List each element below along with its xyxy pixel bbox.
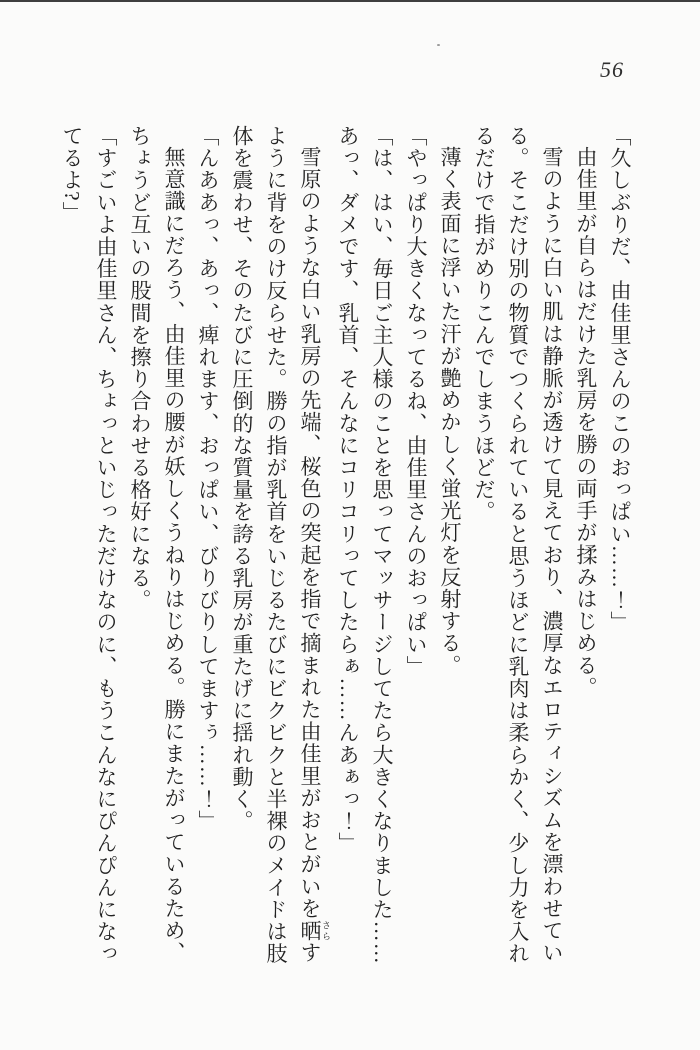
ruby-annotated-kanji: 晒 さら xyxy=(298,919,331,942)
paragraph-narration: 薄く表面に浮いた汗が艶めかしく蛍光灯を反射する。 xyxy=(438,146,462,677)
paragraph-narration: 無意識にだろう、由佳里の腰が妖しくうねりはじめる。勝にまたがっているため、ちょうど互いの股間を擦り合わせる格好になる。 xyxy=(128,125,186,964)
text-block xyxy=(59,125,637,967)
paragraph-dialogue: 「んああっ、あっ、痺れます、おっぱい、びりびりしてますぅ……！」 xyxy=(196,125,220,833)
scan-edge-line xyxy=(0,0,700,2)
dust-speck xyxy=(437,44,440,46)
paragraph-narration: 雪原のような白い乳房の先端、桜色の突起を指で摘まれた由佳里がおとがいを晒 さらすように背をのけ反らせた。勝の指が乳首をいじるたびにビクビクと半裸のメイドは肢体を震わせ、そのたびに圧倒的な質量を誇る乳房が重たげに揺れ動く。 xyxy=(230,125,331,965)
paragraph-narration: 由佳里が自らはだけた乳房を勝の両手が揉みはじめる。 xyxy=(574,146,598,699)
page-number: 56 xyxy=(600,57,624,82)
paragraph-dialogue: 「すごいよ由佳里さん、ちょっといじっただけなのに、もうこんなにぴんぴんになってるよ?」 xyxy=(60,125,118,965)
paragraph-dialogue: 「久しぶりだ、由佳里さんのこのおっぱい……！」 xyxy=(608,125,632,634)
paragraph-dialogue: 「は、はい、毎日ご主人様のことを思ってマッサージしてたら大きくなりました……あっ、ダメです、乳首、そんなにコリコリってしたらぁ……んあぁっ！」 xyxy=(336,125,394,965)
paragraph-dialogue: 「やっぱり大きくなってるね、由佳里さんのおっぱい」 xyxy=(404,125,428,678)
paragraph-narration: 雪のように白い肌は静脈が透けて見えており、濃厚なエロティシズムを漂わせている。そこだけ別の物質でつくられていると思うほどに乳肉は柔らかく、少し力を入れるだけで指がめりこんでしまうほどだ。 xyxy=(472,125,564,965)
